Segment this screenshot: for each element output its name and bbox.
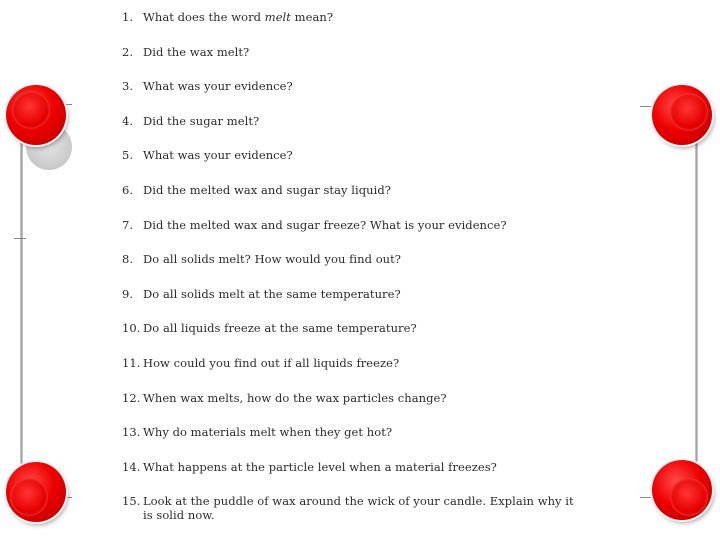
question-item: [122, 492, 592, 527]
question-item: [122, 250, 592, 285]
question-number: 2.: [122, 44, 134, 59]
question-item: [122, 43, 592, 78]
question-number: 6.: [122, 182, 134, 197]
question-item: [122, 146, 592, 181]
question-number: 12.: [122, 390, 141, 405]
question-item: [122, 458, 592, 493]
question-number: 14.: [122, 459, 141, 474]
red-circle-decoration-bottom-right: [652, 460, 712, 520]
question-item: [122, 8, 592, 43]
question-text: Did the melted wax and sugar stay liquid?: [143, 182, 391, 197]
question-text: Did the melted wax and sugar freeze? What is your evidence?: [143, 217, 507, 232]
question-text: Do all liquids freeze at the same temperature?: [143, 321, 417, 336]
question-text: When wax melts, how do the wax particles change?: [143, 390, 447, 405]
question-number: 5.: [122, 148, 134, 163]
right-binder-line: [695, 125, 698, 465]
tick-mark: [14, 238, 26, 239]
question-text: Did the sugar melt?: [143, 113, 260, 128]
red-circle-decoration-top-left: [6, 85, 66, 145]
question-number: 11.: [122, 355, 141, 370]
question-number: 8.: [122, 252, 134, 267]
question-item: [122, 354, 592, 389]
question-list: [122, 8, 592, 527]
question-text: What was your evidence?: [143, 79, 293, 94]
question-text: Why do materials melt when they get hot?: [143, 425, 393, 440]
question-number: 3.: [122, 79, 134, 94]
question-text: What was your evidence?: [143, 148, 293, 163]
emphasized-word: melt: [264, 10, 291, 24]
question-text: What happens at the particle level when a material freezes?: [143, 459, 497, 474]
question-item: [122, 389, 592, 424]
question-text: Do all solids melt at the same temperature?: [143, 286, 401, 301]
left-binder-line: [20, 125, 23, 465]
question-text: Look at the puddle of wax around the wick of your candle. Explain why it is solid now.: [143, 494, 574, 523]
question-item: [122, 423, 592, 458]
red-circle-decoration-top-right: [652, 85, 712, 145]
question-item: [122, 319, 592, 354]
question-number: 1.: [122, 10, 134, 24]
question-number: 10.: [122, 321, 141, 336]
question-text: How could you find out if all liquids freeze?: [143, 355, 400, 370]
question-item: [122, 181, 592, 216]
question-text: What does the word melt mean?: [143, 10, 334, 24]
question-item: [122, 285, 592, 320]
question-number: 9.: [122, 286, 134, 301]
question-number: 15.: [122, 494, 141, 509]
question-item: [122, 77, 592, 112]
question-number: 7.: [122, 217, 134, 232]
question-number: 4.: [122, 113, 134, 128]
question-number: 13.: [122, 425, 141, 440]
question-item: [122, 112, 592, 147]
question-item: [122, 216, 592, 251]
red-circle-decoration-bottom-left: [6, 462, 66, 522]
question-text: Did the wax melt?: [143, 44, 250, 59]
question-text: Do all solids melt? How would you find out?: [143, 252, 402, 267]
